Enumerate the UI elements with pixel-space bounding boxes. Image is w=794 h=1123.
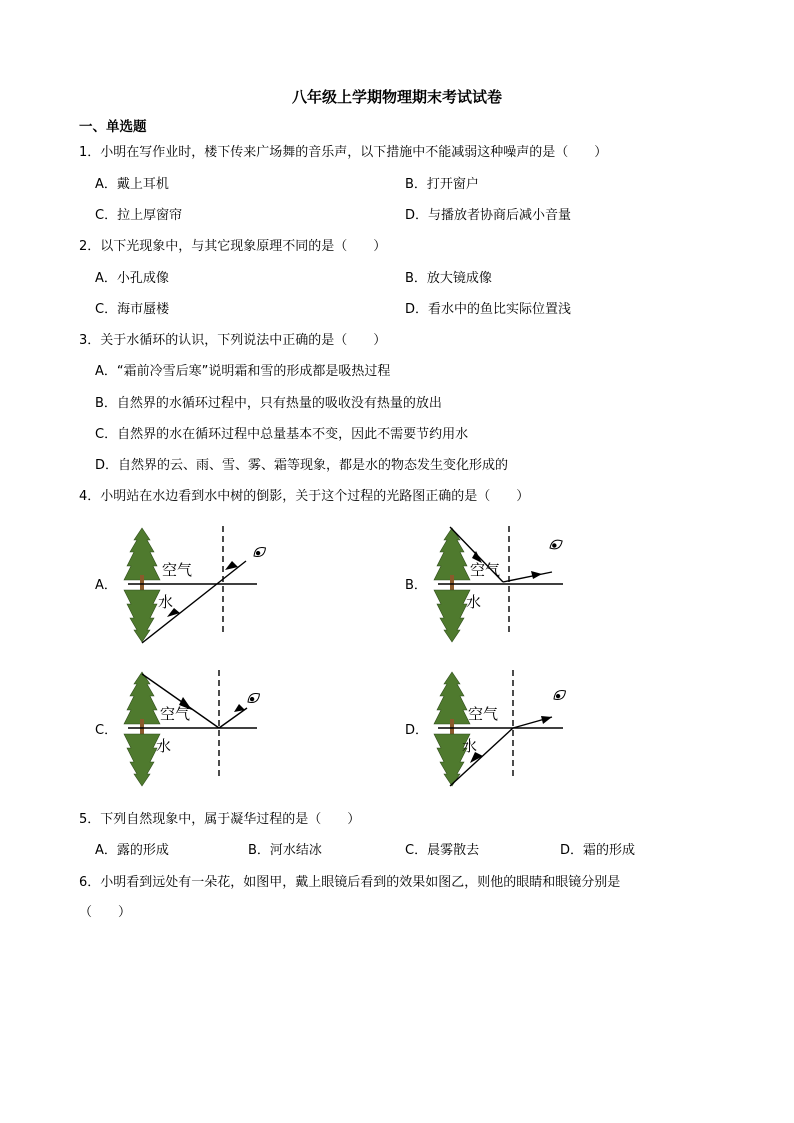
- question-4-stem: 4．小明站在水边看到水中树的倒影，关于这个过程的光路图正确的是（ ）: [79, 489, 530, 504]
- light-ray: [219, 708, 247, 728]
- figure-b-air-label: 空气: [470, 561, 501, 579]
- tree-icon: [434, 528, 470, 642]
- question-3-stem: 3．关于水循环的认识，下列说法中正确的是（ ）: [79, 333, 387, 348]
- question-3-option-a[interactable]: A．“霜前冷雪后寒”说明霜和雪的形成都是吸热过程: [95, 364, 391, 379]
- figure-c-label[interactable]: C．: [95, 723, 118, 738]
- question-2-stem: 2．以下光现象中，与其它现象原理不同的是（ ）: [79, 239, 387, 254]
- tree-icon: [124, 528, 160, 642]
- question-1-stem: 1．小明在写作业时，楼下传来广场舞的音乐声，以下措施中不能减弱这种噪声的是（ ）: [79, 145, 608, 160]
- eye-icon: [548, 538, 564, 552]
- figure-d-air-label: 空气: [468, 705, 499, 723]
- question-3-option-b[interactable]: B．自然界的水循环过程中，只有热量的吸收没有热量的放出: [95, 396, 442, 411]
- question-3-option-c[interactable]: C．自然界的水在循环过程中总量基本不变，因此不需要节约用水: [95, 427, 469, 442]
- figure-d-water-label: 水: [462, 737, 478, 755]
- eye-icon: [246, 691, 262, 706]
- figure-b-diagram: [430, 520, 580, 650]
- question-2-option-c[interactable]: C．海市蜃楼: [95, 302, 170, 317]
- figure-d-label[interactable]: D．: [405, 723, 429, 738]
- figure-c-air-label: 空气: [160, 705, 191, 723]
- question-1-option-c[interactable]: C．拉上厚窗帘: [95, 208, 183, 223]
- figure-d-diagram: [430, 664, 580, 794]
- figure-a-diagram: [120, 520, 270, 650]
- tree-icon: [124, 672, 160, 786]
- ray-arrowhead: [541, 716, 552, 724]
- question-1-option-b[interactable]: B．打开窗户: [405, 177, 479, 192]
- page-title: 八年级上学期物理期末考试试卷: [291, 88, 502, 106]
- question-5-option-d[interactable]: D．霜的形成: [560, 843, 636, 858]
- figure-a-label[interactable]: A．: [95, 578, 117, 593]
- eye-icon: [252, 545, 268, 560]
- question-1-option-a[interactable]: A．戴上耳机: [95, 177, 169, 192]
- figure-b-label[interactable]: B．: [405, 578, 427, 593]
- question-5-option-b[interactable]: B．河水结冰: [248, 843, 322, 858]
- section-heading: 一、单选题: [79, 119, 147, 135]
- question-5-option-a[interactable]: A．露的形成: [95, 843, 169, 858]
- figure-c-diagram: [120, 664, 270, 794]
- question-5-stem: 5．下列自然现象中，属于凝华过程的是（ ）: [79, 812, 361, 827]
- question-2-option-d[interactable]: D．看水中的鱼比实际位置浅: [405, 302, 572, 317]
- question-5-option-c[interactable]: C．晨雾散去: [405, 843, 480, 858]
- question-6-stem: 6．小明看到远处有一朵花，如图甲，戴上眼镜后看到的效果如图乙，则他的眼睛和眼镜分别是: [79, 875, 621, 890]
- question-6-stem-continuation: （ ）: [79, 905, 132, 920]
- figure-b-water-label: 水: [466, 593, 482, 611]
- light-ray: [503, 572, 552, 582]
- figure-c-water-label: 水: [156, 737, 172, 755]
- question-2-option-a[interactable]: A．小孔成像: [95, 271, 169, 286]
- question-2-option-b[interactable]: B．放大镜成像: [405, 271, 492, 286]
- tree-icon: [434, 672, 470, 786]
- figure-a-water-label: 水: [158, 593, 174, 611]
- figure-a-air-label: 空气: [162, 561, 193, 579]
- eye-icon: [552, 688, 568, 703]
- question-1-option-d[interactable]: D．与播放者协商后减小音量: [405, 208, 572, 223]
- question-3-option-d[interactable]: D．自然界的云、雨、雪、雾、霜等现象，都是水的物态发生变化形成的: [95, 458, 509, 473]
